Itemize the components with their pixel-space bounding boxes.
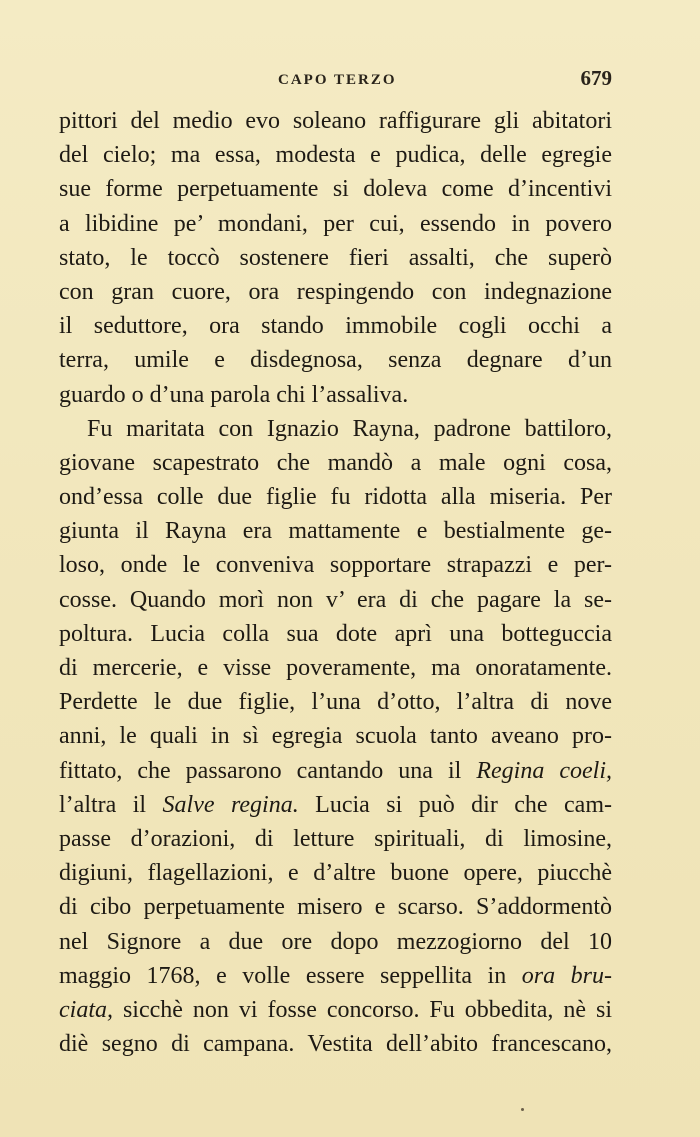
- text-segment: Perdette le due figlie, l’una d’otto, l’altra di nove: [59, 689, 612, 716]
- text-segment: terra, umile e disdegnosa, senza degnare d’un: [59, 347, 612, 374]
- text-segment: con gran cuore, ora respingendo con indegnazione: [59, 278, 612, 305]
- page-number: 679: [580, 66, 612, 90]
- text-line: [59, 412, 612, 446]
- text-line: [59, 241, 612, 275]
- text-segment: poltura. Lucia colla sua dote aprì una botteguccia: [59, 620, 612, 647]
- text-segment: Lucia si può dir che cam-: [298, 791, 612, 818]
- text-segment: stato, le toccò sostenere fieri assalti, che superò: [59, 244, 612, 271]
- text-line: [59, 754, 612, 788]
- text-segment: del cielo; ma essa, modesta e pudica, delle egregie: [59, 142, 612, 169]
- text-segment: cosse. Quando morì non v’ era di che pagare la se-: [59, 586, 612, 613]
- text-line: [59, 959, 612, 993]
- text-segment: passe d’orazioni, di letture spirituali, di limosine,: [59, 825, 612, 852]
- text-line: [59, 378, 612, 412]
- text-line: [59, 138, 612, 172]
- text-line: [59, 890, 612, 924]
- text-line: [59, 583, 612, 617]
- text-segment: di cibo perpetuamente misero e scarso. S’addormentò: [59, 894, 612, 921]
- text-line: [59, 343, 612, 377]
- text-line: [59, 685, 612, 719]
- text-line: [59, 104, 612, 138]
- text-line: [59, 822, 612, 856]
- text-line: [59, 172, 612, 206]
- text-segment: nel Signore a due ore dopo mezzogiorno del 10: [59, 928, 612, 955]
- text-line: [59, 925, 612, 959]
- text-segment: diè segno di campana. Vestita dell’abito francescano,: [59, 1031, 612, 1058]
- text-segment: ond’essa colle due figlie fu ridotta alla miseria. Per: [59, 484, 612, 511]
- text-segment: sue forme perpetuamente si doleva come d’incentivi: [59, 176, 612, 203]
- text-segment: guardo o d’una parola chi l’assaliva.: [59, 381, 409, 408]
- text-line: [59, 651, 612, 685]
- running-head: CAPO TERZO: [278, 72, 397, 88]
- italic-phrase: ora bru-: [521, 962, 612, 989]
- text-segment: pittori del medio evo soleano raffigurare gli abitatori: [59, 108, 612, 134]
- text-segment: digiuni, flagellazioni, e d’altre buone opere, piucchè: [59, 860, 612, 887]
- text-line: [59, 719, 612, 753]
- text-line: [59, 993, 612, 1027]
- text-line: [59, 446, 612, 480]
- text-segment: di mercerie, e visse poveramente, ma onoratamente.: [59, 655, 612, 681]
- text-line: [59, 309, 612, 343]
- page-header: [0, 60, 700, 92]
- text-segment: giunta il Rayna era mattamente e bestialmente ge-: [59, 518, 612, 545]
- text-line: [59, 480, 612, 514]
- italic-phrase: Salve regina.: [162, 791, 299, 818]
- text-line: [59, 1027, 612, 1061]
- text-segment: Fu maritata con Ignazio Rayna, padrone battiloro,: [87, 415, 612, 442]
- text-line: [59, 275, 612, 309]
- text-segment: maggio 1768, e volle essere seppellita in: [59, 962, 522, 989]
- text-segment: a libidine pe’ mondani, per cui, essendo in povero: [59, 210, 612, 237]
- text-segment: giovane scapestrato che mandò a male ogni cosa,: [59, 449, 612, 476]
- paper-speck: [521, 1108, 524, 1111]
- italic-phrase: Regina coeli,: [476, 757, 613, 784]
- text-segment: il seduttore, ora stando immobile cogli occhi a: [59, 313, 612, 340]
- body-text: [59, 104, 612, 1061]
- text-line: [59, 788, 612, 822]
- text-segment: anni, le quali in sì egregia scuola tanto aveano pro-: [59, 723, 612, 750]
- text-line: [59, 856, 612, 890]
- text-segment: sicchè non vi fosse concorso. Fu obbedita, nè si: [113, 996, 612, 1023]
- text-line: [59, 207, 612, 241]
- text-segment: fittato, che passarono cantando una il: [59, 757, 477, 784]
- text-line: [59, 548, 612, 582]
- text-segment: l’altra il: [59, 791, 163, 818]
- text-line: [59, 617, 612, 651]
- text-segment: loso, onde le conveniva sopportare strapazzi e per-: [59, 552, 612, 579]
- text-line: [59, 514, 612, 548]
- italic-phrase: ciata,: [59, 996, 113, 1023]
